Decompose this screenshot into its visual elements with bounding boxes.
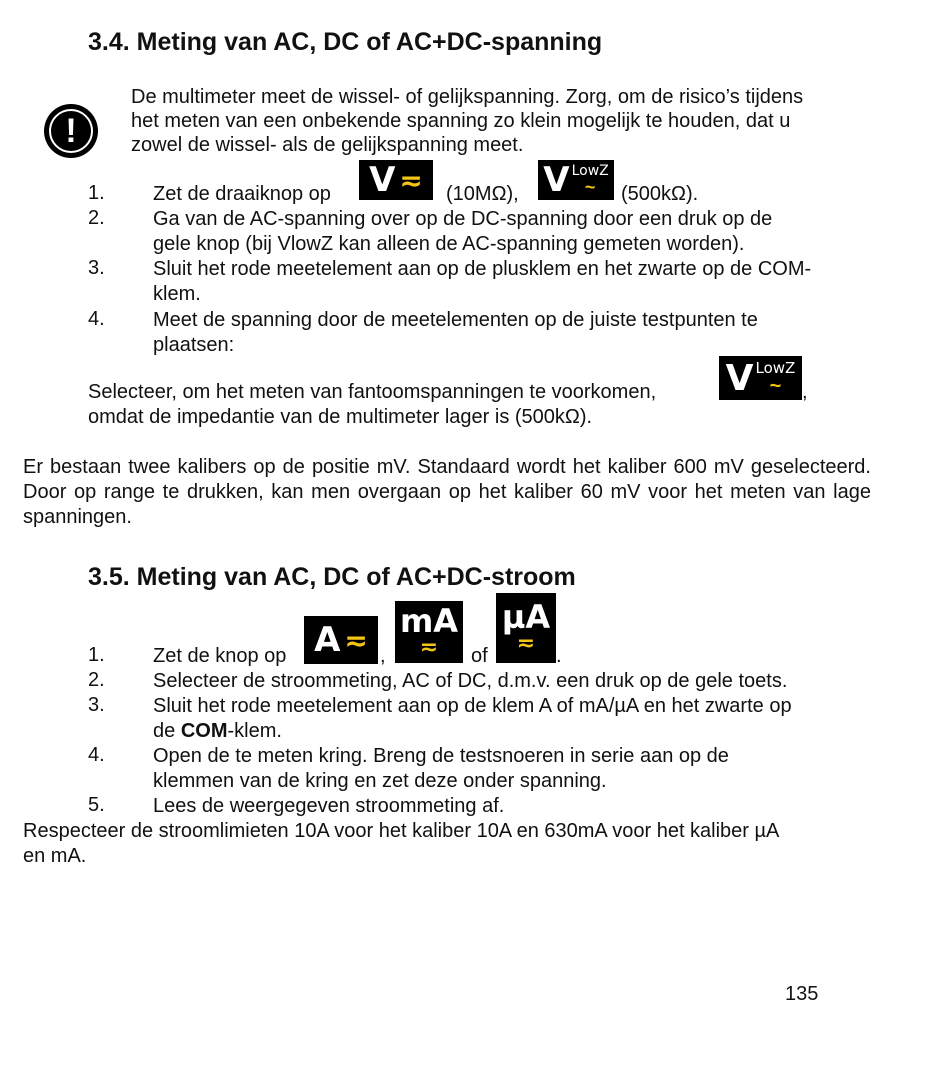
step-text: Meet de spanning door de meetelementen op de juiste testpunten te	[153, 309, 758, 331]
select-comma: ,	[802, 381, 808, 403]
warning-line-1: De multimeter meet de wissel- of gelijkspanning. Zorg, om de risico’s tijdens	[131, 86, 804, 108]
step-text-line	[153, 719, 282, 743]
select-line-1: Selecteer, om het meten van fantoomspanningen te voorkomen,	[88, 381, 657, 403]
warning-icon: !	[44, 104, 98, 158]
section-3-4-title: 3.4. Meting van AC, DC of AC+DC-spanning	[88, 28, 603, 56]
v-lowz-icon: V LowZ ~	[538, 160, 614, 200]
warning-line-3: zowel de wissel- als de gelijkspanning meet.	[131, 134, 524, 156]
step-text: de	[153, 720, 181, 742]
limits-line-1: Respecteer de stroomlimieten 10A voor het kaliber 10A en 630mA voor het kaliber µA	[23, 820, 780, 842]
step-number: 5.	[88, 794, 105, 816]
step-text: Lees de weergegeven stroommeting af.	[153, 795, 505, 817]
page-number: 135	[785, 983, 819, 1005]
limits-line-2: en mA.	[23, 845, 87, 867]
step-number: 4.	[88, 308, 105, 330]
ma-icon: mA ≂	[395, 601, 463, 663]
step-number: 1.	[88, 182, 105, 204]
warning-line-2: het meten van een onbekende spanning zo klein mogelijk te houden, dat u	[131, 110, 791, 132]
step-text: plaatsen:	[153, 334, 235, 356]
step-text: Zet de draaiknop op	[153, 183, 331, 205]
step-text: klem.	[153, 283, 201, 305]
step-number: 1.	[88, 644, 105, 666]
step-text: of	[471, 645, 488, 667]
ua-icon: µA ≂	[496, 593, 556, 663]
step-text: Open de te meten kring. Breng de testsnoeren in serie aan op de	[153, 745, 729, 767]
step-text: klemmen van de kring en zet deze onder spanning.	[153, 770, 607, 792]
step-text: Zet de knop op	[153, 645, 287, 667]
com-label: COM	[180, 720, 228, 742]
step-text: Sluit het rode meetelement aan op de klem A of mA/µA en het zwarte op	[153, 695, 792, 717]
step-number: 2.	[88, 669, 105, 691]
step-text: ,	[380, 645, 386, 667]
step-text: -klem.	[227, 720, 282, 742]
step-text: Selecteer de stroommeting, AC of DC, d.m.v. een druk op de gele toets.	[153, 670, 788, 692]
step-number: 3.	[88, 257, 105, 279]
select-line-2: omdat de impedantie van de multimeter lager is (500kΩ).	[88, 406, 593, 428]
section-3-5-title: 3.5. Meting van AC, DC of AC+DC-stroom	[88, 563, 576, 591]
v-lowz-icon: V LowZ ~	[719, 356, 802, 400]
step-number: 3.	[88, 694, 105, 716]
step-text: (500kΩ).	[621, 183, 699, 205]
a-ac-dc-icon: A ≂	[304, 616, 378, 664]
step-text: Sluit het rode meetelement aan op de plusklem en het zwarte op de COM-	[153, 258, 812, 280]
v-ac-dc-icon: V ≂	[359, 160, 433, 200]
step-text: Ga van de AC-spanning over op de DC-spanning door een druk op de	[153, 208, 773, 230]
mv-paragraph: Er bestaan twee kalibers op de positie mV. Standaard wordt het kaliber 600 mV geselecteerd. Door op range te drukken, kan men overgaan op het kaliber 60 mV voor het meten van lage spanningen.	[23, 456, 871, 528]
step-text: (10MΩ),	[446, 183, 519, 205]
step-text: gele knop (bij VlowZ kan alleen de AC-spanning gemeten worden).	[153, 233, 745, 255]
step-number: 2.	[88, 207, 105, 229]
step-text: .	[556, 645, 562, 667]
step-number: 4.	[88, 744, 105, 766]
